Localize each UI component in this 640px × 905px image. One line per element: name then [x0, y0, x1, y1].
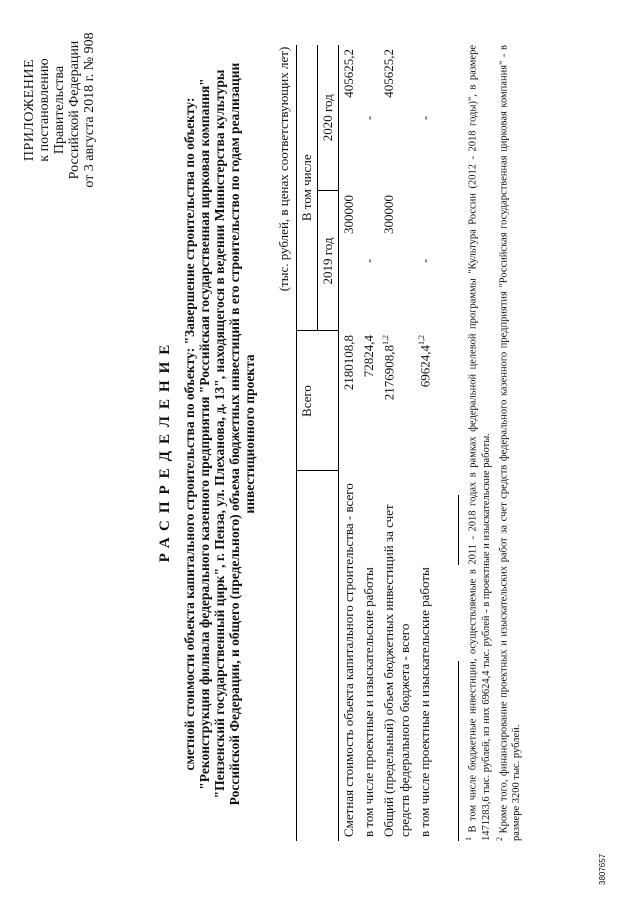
appendix-line-3: от 3 августа 2018 г. № 908 — [82, 32, 97, 188]
table-row — [415, 45, 435, 841]
footnotes — [462, 45, 523, 841]
row-label: в том числе проектные и изыскательские работы — [361, 567, 376, 837]
row-total: 2180108,8 — [341, 335, 356, 391]
header-blank — [297, 471, 339, 841]
row-2019: - — [361, 258, 376, 264]
appendix-heading: ПРИЛОЖЕНИЕ — [22, 58, 37, 162]
table-row — [339, 45, 360, 841]
footnote-2 — [493, 45, 524, 841]
row-label: Сметная стоимость объекта капитального строительства - всего — [341, 483, 356, 837]
row-total: 72824,4 — [361, 335, 376, 378]
row-label: Общий (предельный) объем бюджетных инвестиций за счет средств федерального бюджета - всего — [381, 504, 412, 837]
appendix-line-1: к постановлению Правительства — [37, 58, 67, 162]
header-including: В том числе — [297, 45, 318, 331]
header-year-2020: 2020 год — [318, 45, 339, 191]
row-2019: 300000 — [381, 195, 396, 234]
row-2019: 300000 — [341, 195, 356, 234]
row-total: 2176908,8$^{1,2}$ — [381, 335, 397, 401]
table-row — [379, 45, 415, 841]
header-year-2019: 2019 год — [318, 191, 339, 331]
row-2020: - — [361, 115, 376, 121]
document-title: РАСПРЕДЕЛЕНИЕ — [157, 337, 173, 563]
footnote-ref: 1,2 — [417, 335, 426, 345]
appendix-block — [22, 15, 97, 205]
distribution-table — [296, 45, 435, 841]
table-row — [359, 45, 379, 841]
row-total: 69624,4$^{1,2}$ — [417, 335, 433, 388]
units-note: (тыс. рублей, в ценах соответствующих лет) — [276, 46, 291, 292]
appendix-line-2: Российской Федерации — [67, 40, 82, 180]
row-2020: - — [417, 115, 432, 121]
row-2019: - — [417, 258, 432, 264]
document-subtitle: сметной стоимости объекта капитального строительства по объекту: "Завершение строительства по объекту: "Реконструкция филиала федерального казенного предприятия "Российская государственная цирковая компания" "Пензенский государственный цирк", г. Пенза, ул. Плеханова, д. 13", находящегося в ведении Министерства культуры Российской Федерации, и общего (предельного) объема бюджетных инвестиций в его строительство по годам реализации инвестиционного проекта — [182, 62, 257, 806]
footnote-1-mark: 1 — [464, 837, 473, 841]
footnote-2-text: Кроме того, финансирование проектных и изыскательских работ за счет средств федерального казенного предприятия "Российская государственная цирковая компания" - в размере 3200 тыс. рублей. — [498, 45, 522, 841]
footnote-1 — [462, 45, 493, 841]
row-2020: 405625,2 — [381, 49, 396, 98]
document-stamp: 3807657 — [598, 853, 607, 885]
header-total: Всего — [297, 331, 339, 471]
footnote-ref: 1,2 — [381, 335, 390, 345]
row-2020: 405625,2 — [341, 49, 356, 98]
footnote-2-mark: 2 — [494, 837, 504, 841]
row-label: в том числе проектные и изыскательские работы — [417, 567, 432, 837]
footnote-divider — [458, 661, 459, 841]
footnote-1-text: В том числе бюджетные инвестиции, осуществляемые в 2011 - 2018 годах в рамках федеральной целевой программы "Культура России (2012 - 2018 годы)", в размере 1471283,6 тыс. рублей, из них 69624,4 тыс. рублей - в проектные и изыскательские работы. — [467, 45, 492, 841]
table-end-rule — [458, 495, 459, 565]
